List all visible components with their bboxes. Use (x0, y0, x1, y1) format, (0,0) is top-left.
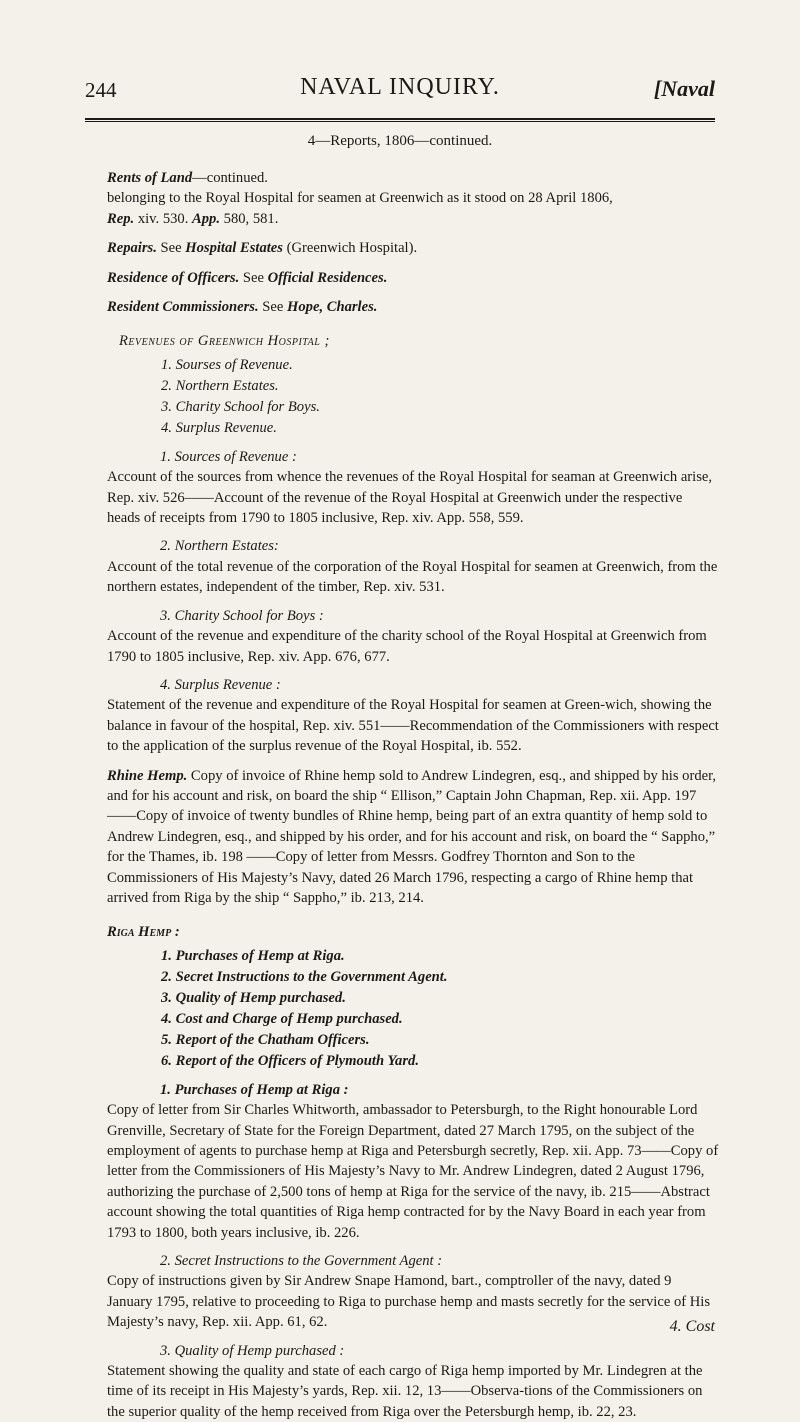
subsection-heading: 2. Secret Instructions to the Government Agent : (160, 1253, 443, 1270)
subsection-text: Account of the total revenue of the corporation of the Royal Hospital for seamen at Greenwich, from the northern estates, independent of the timber, Rep. xiv. 531. (107, 558, 718, 596)
header-rule-thin (85, 121, 715, 122)
entry-heading: Rents of Land (107, 170, 193, 186)
subsection-heading: 4. Surplus Revenue : (160, 676, 281, 693)
page-subheading: 4—Reports, 1806—continued. (307, 133, 493, 149)
subsection-text: Statement showing the quality and state of each cargo of Riga hemp imported by Mr. Lindegren at the time of its receipt in His Majesty’s yards, Rep. xii. 12, 13——Observa-tions of the Commissioners on the superior quality of the hemp received from Riga over the Petersburgh hemp, ib. 22, 23. (107, 1363, 703, 1420)
entry-text: belonging to the Royal Hospital for seamen at Greenwich as it stood on 28 April 1806, Rep. xiv. 530. App. 580, 581. (107, 190, 613, 227)
header-rule (85, 118, 715, 120)
list-item: 1. Sourses of Revenue. (161, 356, 293, 373)
list-item: 4. Surplus Revenue. (161, 419, 277, 436)
list-item: 5. Report of the Chatham Officers. (161, 1031, 370, 1048)
catchword: 4. Cost (669, 1318, 715, 1335)
index-body (107, 168, 719, 1422)
subsection-heading: 1. Purchases of Hemp at Riga : (160, 1081, 349, 1098)
subsection-text: Account of the sources from whence the revenues of the Royal Hospital for seaman at Greenwich arise, Rep. xiv. 526——Account of the revenue of the Royal Hospital at Greenwich under the respective heads of receipts from 1790 to 1805 inclusive, Rep. xiv. App. 558, 559. (107, 469, 713, 527)
subsection-text: Account of the revenue and expenditure of the charity school of the Royal Hospital at Greenwich from 1790 to 1805 inclusive, Rep. xiv. App. 676, 677. (107, 628, 707, 665)
list-item: 3. Quality of Hemp purchased. (161, 989, 346, 1006)
subsection-heading: 3. Quality of Hemp purchased : (160, 1342, 345, 1359)
subsection-text: Statement of the revenue and expenditure of the Royal Hospital for seamen at Green-wich, showing the balance in favour of the hospital, Rep. xiv. 551——Recommendation of the Commissioners with respect to the application of the surplus revenue of the Royal Hospital, ib. 552. (107, 697, 719, 755)
entry-repairs: Repairs. See Hospital Estates (Greenwich Hospital). (107, 240, 418, 257)
entry-rhine-hemp: Rhine Hemp. Copy of invoice of Rhine hemp sold to Andrew Lindegren, esq., and shipped by his order, and for his account and risk, on board the ship “ Ellison,” Captain John Chapman, Rep. xii. App. 197——Copy of invoice of twenty bundles of Rhine hemp, being part of an extra quantity of hemp sold to Andrew Lindegren, esq., and shipped by his order, and for his account and risk, on board the “ Sappho,” for the Thames, ib. 198 ——Copy of letter from Messrs. Godfrey Thornton and Son to the Commissioners of His Majesty’s Navy, dated 26 March 1796, respecting a cargo of Rhine hemp that arrived from Riga by the ship “ Sappho,” ib. 213, 214. (107, 767, 717, 906)
list-item: 2. Secret Instructions to the Government Agent. (161, 968, 448, 985)
subsection-text: Copy of instructions given by Sir Andrew Snape Hamond, bart., comptroller of the navy, dated 9 January 1795, relative to proceeding to Riga to purchase hemp and masts secretly for the service of His Majesty’s navy, Rep. xii. App. 61, 62. (107, 1273, 711, 1331)
subsection-heading: 1. Sources of Revenue : (160, 448, 297, 465)
subsection-text: Copy of letter from Sir Charles Whitworth, ambassador to Petersburgh, to the Right honourable Lord Grenville, Secretary of State for the Foreign Department, dated 27 March 1795, on the subject of the employment of agents to purchase hemp at Riga and Petersburgh secretly, Rep. xii. App. 73——Copy of letter from the Commissioners of His Majesty’s Navy to Mr. Andrew Lindegren, dated 2 August 1796, authorizing the purchase of 2,500 tons of hemp at Riga for the service of the navy, ib. 215——Abstract account showing the total quantities of Riga hemp contracted for by the Navy Board in each year from 1793 to 1800, both years inclusive, ib. 226. (107, 1102, 719, 1241)
entry-resident: Resident Commissioners. See Hope, Charles. (107, 299, 378, 316)
subsection-heading: 3. Charity School for Boys : (160, 607, 324, 624)
list-item: 4. Cost and Charge of Hemp purchased. (161, 1010, 403, 1027)
page-number: 244 (85, 78, 117, 102)
subsection-heading: 2. Northern Estates: (160, 538, 279, 555)
revenues-list (107, 355, 719, 439)
list-item: 6. Report of the Officers of Plymouth Yard. (161, 1052, 419, 1069)
entry-revenues-heading: Revenues of Greenwich Hospital ; (119, 333, 330, 350)
entry-riga-heading: Riga Hemp : (107, 924, 180, 941)
entry-rents: Rents of Land—continued. (107, 170, 268, 186)
entry-residence: Residence of Officers. See Official Residences. (107, 269, 388, 286)
page-header (85, 70, 715, 106)
section-tag: [Naval (653, 76, 715, 101)
riga-list (107, 946, 719, 1072)
list-item: 1. Purchases of Hemp at Riga. (161, 947, 345, 964)
running-title: NAVAL INQUIRY. (300, 74, 500, 100)
list-item: 3. Charity School for Boys. (161, 398, 320, 415)
list-item: 2. Northern Estates. (161, 377, 279, 394)
